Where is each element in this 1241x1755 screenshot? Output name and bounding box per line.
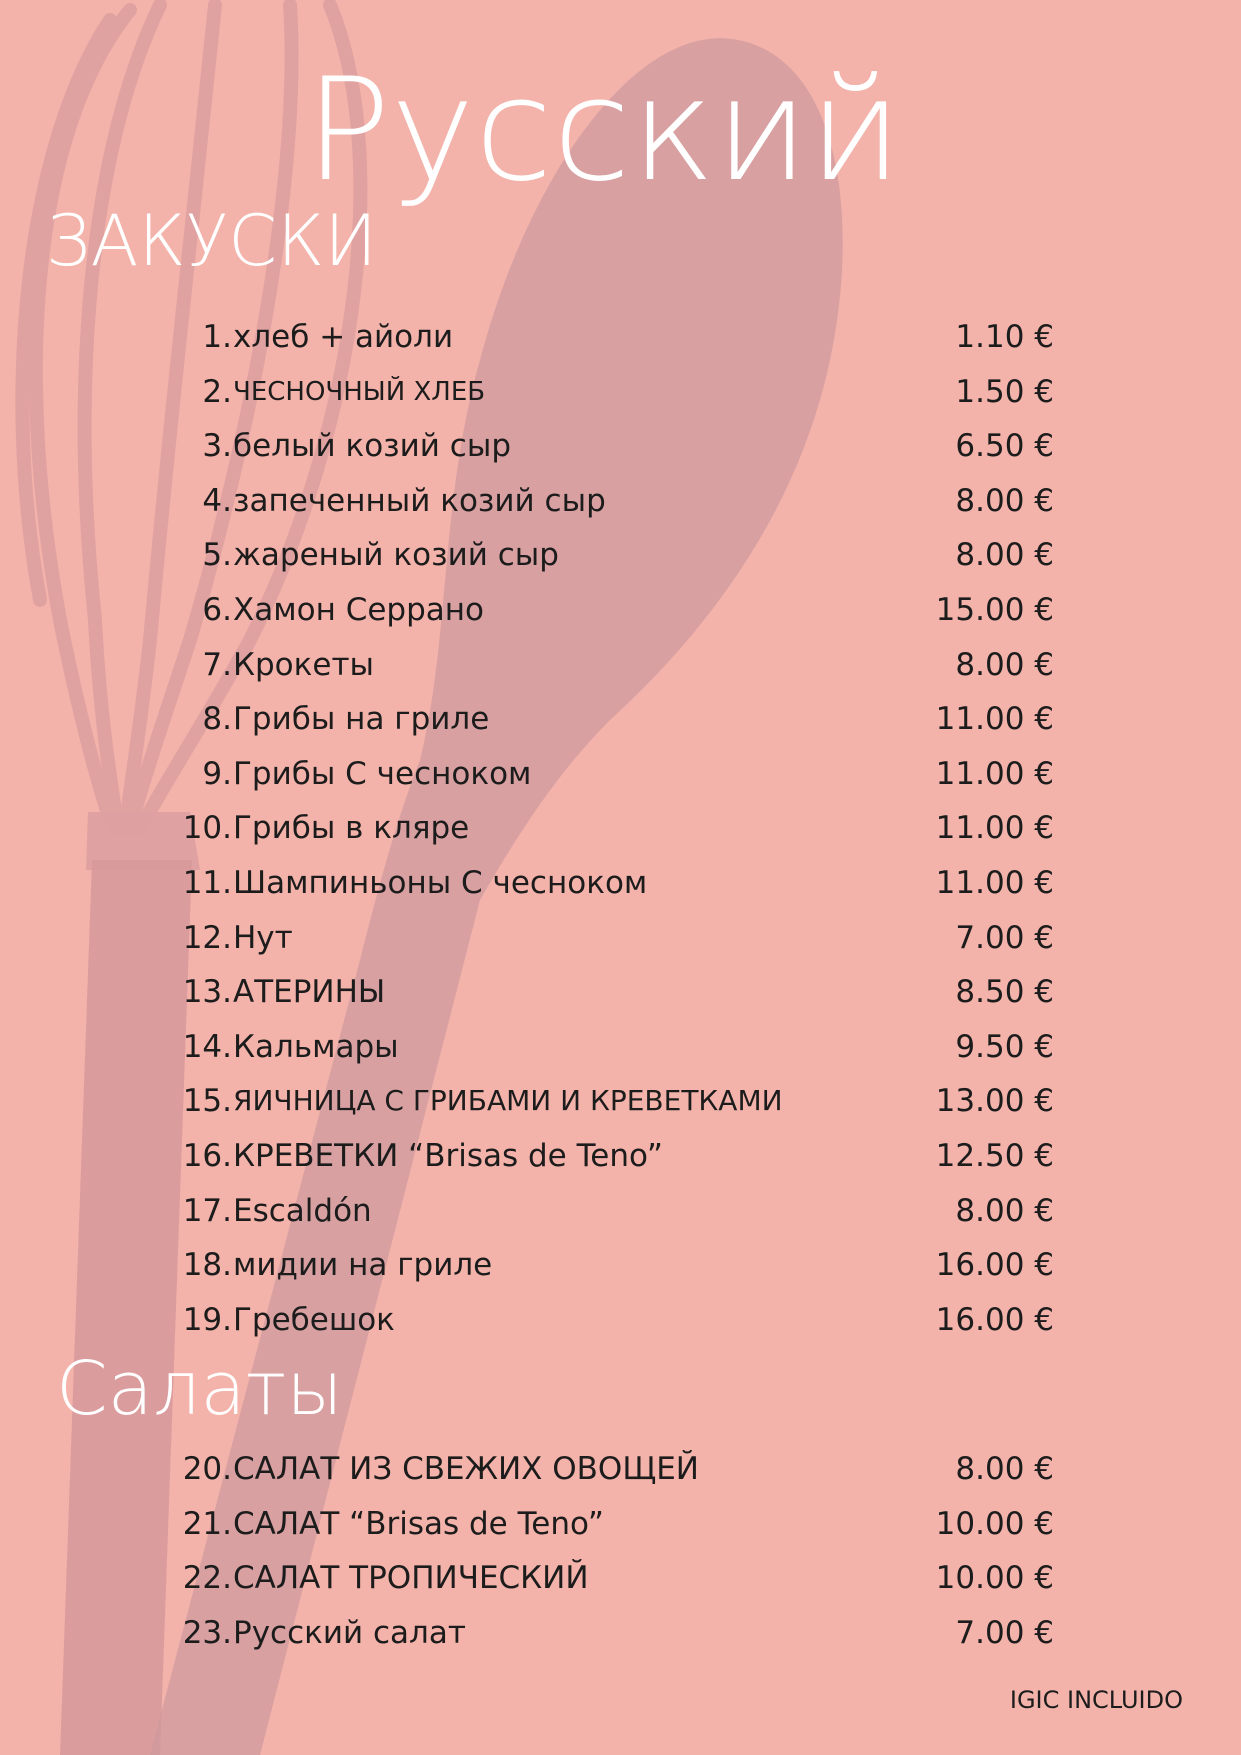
- item-price: 11.00 €: [935, 810, 1054, 847]
- item-number: 16.: [182, 1137, 232, 1174]
- menu-item: [0, 1504, 1241, 1559]
- menu-item: [0, 972, 1241, 1027]
- menu-item: [0, 1081, 1241, 1136]
- item-name: Грибы С чесноком: [233, 755, 532, 792]
- item-number: 2.: [202, 373, 232, 410]
- item-number: 11.: [182, 864, 232, 901]
- item-number: 20.: [182, 1451, 232, 1487]
- item-number: 23.: [182, 1614, 232, 1651]
- menu-item: [0, 863, 1241, 918]
- item-price: 10.00 €: [935, 1560, 1054, 1597]
- appetizers-heading: ЗАКУСКИ: [46, 200, 378, 282]
- item-name: белый козий сыр: [233, 428, 512, 465]
- item-name: САЛАТ “Brisas de Teno”: [233, 1505, 604, 1542]
- item-number: 18.: [182, 1247, 232, 1284]
- item-number: 3.: [202, 428, 232, 465]
- menu-item: [0, 590, 1241, 645]
- item-name: Гребешок: [233, 1301, 395, 1338]
- menu-item: [0, 645, 1241, 700]
- item-name: ЧЕСНОЧНЫЙ ХЛЕБ: [233, 376, 486, 407]
- item-name: Нут: [233, 919, 293, 956]
- item-price: 15.00 €: [935, 591, 1054, 628]
- item-number: 1.: [202, 319, 232, 355]
- salads-heading: Салаты: [56, 1346, 343, 1432]
- item-name: САЛАТ ТРОПИЧЕСКИЙ: [233, 1560, 589, 1597]
- item-number: 19.: [182, 1301, 232, 1338]
- item-price: 9.50 €: [955, 1028, 1054, 1065]
- menu-item: [0, 1449, 1241, 1504]
- item-name: мидии на гриле: [233, 1247, 493, 1284]
- menu-item: [0, 1613, 1241, 1668]
- menu-item: [0, 535, 1241, 590]
- menu-item: [0, 317, 1241, 372]
- item-price: 7.00 €: [955, 919, 1054, 956]
- menu-item: [0, 372, 1241, 427]
- item-name: Грибы в кляре: [233, 810, 470, 847]
- item-price: 12.50 €: [935, 1137, 1054, 1174]
- menu-item: [0, 1027, 1241, 1082]
- item-number: 22.: [182, 1560, 232, 1597]
- item-name: Escaldón: [233, 1192, 372, 1229]
- item-number: 5.: [202, 537, 232, 574]
- item-name: Хамон Серрано: [233, 591, 485, 628]
- item-price: 16.00 €: [935, 1247, 1054, 1284]
- menu-item: [0, 1558, 1241, 1613]
- item-price: 1.50 €: [955, 373, 1054, 410]
- item-price: 8.00 €: [955, 646, 1054, 683]
- page-title: Русский: [305, 48, 903, 213]
- item-number: 13.: [182, 974, 232, 1011]
- item-number: 15.: [182, 1083, 232, 1120]
- item-number: 21.: [182, 1505, 232, 1542]
- menu-item: [0, 1245, 1241, 1300]
- item-name: хлеб + айоли: [233, 319, 454, 355]
- item-price: 16.00 €: [935, 1301, 1054, 1338]
- item-price: 6.50 €: [955, 428, 1054, 465]
- item-number: 8.: [202, 701, 232, 738]
- item-number: 17.: [182, 1192, 232, 1229]
- salads-list: [0, 1449, 1241, 1667]
- item-name: ЯИЧНИЦА С ГРИБАМИ И КРЕВЕТКАМИ: [233, 1084, 783, 1118]
- item-price: 8.00 €: [955, 1192, 1054, 1229]
- item-number: 14.: [182, 1028, 232, 1065]
- item-name: КРЕВЕТКИ “Brisas de Teno”: [233, 1137, 663, 1174]
- item-number: 6.: [202, 591, 232, 628]
- item-name: Шампиньоны С чесноком: [233, 864, 648, 901]
- item-name: жареный козий сыр: [233, 537, 559, 574]
- menu-item: [0, 754, 1241, 809]
- item-price: 10.00 €: [935, 1505, 1054, 1542]
- item-price: 8.00 €: [955, 1451, 1054, 1487]
- menu-item: [0, 481, 1241, 536]
- item-name: Крокеты: [233, 646, 374, 683]
- item-name: Русский салат: [233, 1614, 466, 1651]
- menu-item: [0, 1191, 1241, 1246]
- item-number: 4.: [202, 482, 232, 519]
- item-price: 8.00 €: [955, 537, 1054, 574]
- item-number: 7.: [202, 646, 232, 683]
- item-name: Кальмары: [233, 1028, 399, 1065]
- item-price: 11.00 €: [935, 864, 1054, 901]
- appetizers-list: [0, 317, 1241, 1354]
- item-price: 1.10 €: [955, 319, 1054, 355]
- menu-item: [0, 1136, 1241, 1191]
- item-price: 8.50 €: [955, 974, 1054, 1011]
- menu-item: [0, 699, 1241, 754]
- item-price: 11.00 €: [935, 701, 1054, 738]
- menu-item: [0, 808, 1241, 863]
- item-number: 10.: [182, 810, 232, 847]
- item-number: 9.: [202, 755, 232, 792]
- item-name: Грибы на гриле: [233, 701, 490, 738]
- item-price: 11.00 €: [935, 755, 1054, 792]
- item-number: 12.: [182, 919, 232, 956]
- menu-item: [0, 918, 1241, 973]
- item-price: 13.00 €: [935, 1083, 1054, 1120]
- item-name: АТЕРИНЫ: [233, 974, 386, 1011]
- item-name: запеченный козий сыр: [233, 482, 606, 519]
- item-price: 7.00 €: [955, 1614, 1054, 1651]
- menu-item: [0, 426, 1241, 481]
- item-name: САЛАТ ИЗ СВЕЖИХ ОВОЩЕЙ: [233, 1451, 699, 1487]
- tax-note: IGIC INCLUIDO: [1009, 1686, 1183, 1714]
- item-price: 8.00 €: [955, 482, 1054, 519]
